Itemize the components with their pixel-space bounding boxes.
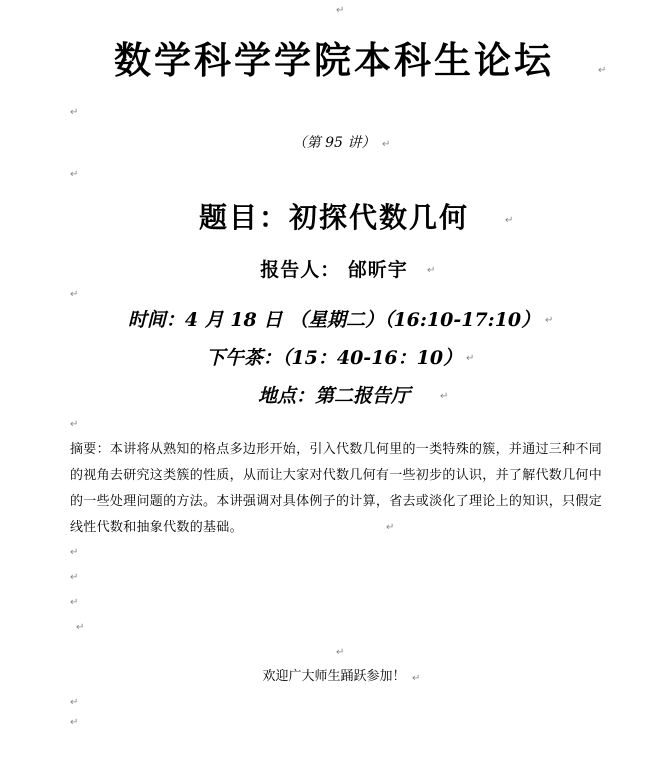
paragraph-mark: ↵ bbox=[466, 353, 475, 364]
paragraph-mark: ↵ bbox=[382, 139, 391, 150]
paragraph-mark: ↵ bbox=[70, 717, 79, 728]
paragraph-mark: ↵ bbox=[70, 697, 79, 708]
paragraph-mark: ↵ bbox=[386, 522, 395, 533]
forum-title: 数学科学学院本科生论坛 bbox=[114, 38, 554, 82]
paragraph-mark: ↵ bbox=[545, 315, 554, 326]
topic-heading: 题目：初探代数几何 bbox=[198, 201, 469, 234]
tea-time-line: 下午茶：（15：40-16：10） bbox=[205, 347, 463, 369]
abstract-paragraph: 摘要：本讲将从熟知的格点多边形开始，引入代数几何里的一类特殊的簇，并通过三种不同的视角去研究这类簇的性质，从而让大家对代数几何有一些初步的认识，并了解代数几何中的一些处理问题的方法。本讲强调对具体例子的计算，省去或淡化了理论上的知识，只假定线性代数和抽象代数的基础。 bbox=[70, 442, 603, 535]
paragraph-mark: ↵ bbox=[70, 597, 79, 608]
paragraph-mark: ↵ bbox=[70, 547, 79, 558]
paragraph-mark: ↵ bbox=[76, 622, 85, 633]
lecture-number: （第 95 讲） bbox=[292, 135, 376, 151]
paragraph-mark: ↵ bbox=[505, 215, 514, 226]
location-line: 地点：第二报告厅 bbox=[257, 385, 410, 407]
paragraph-mark: ↵ bbox=[70, 169, 79, 180]
speaker-line: 报告人： 邰昕宇 bbox=[260, 259, 408, 281]
paragraph-mark: ↵ bbox=[598, 65, 607, 76]
paragraph-mark: ↵ bbox=[412, 673, 421, 684]
paragraph-mark: ↵ bbox=[427, 265, 436, 276]
paragraph-mark: ↵ bbox=[440, 391, 449, 402]
paragraph-mark: ↵ bbox=[336, 5, 345, 16]
paragraph-mark: ↵ bbox=[70, 419, 79, 430]
paragraph-mark: ↵ bbox=[336, 647, 345, 658]
paragraph-mark: ↵ bbox=[70, 289, 79, 300]
time-line: 时间：4 月 18 日 （星期二）（16:10-17:10） bbox=[127, 309, 541, 331]
paragraph-mark: ↵ bbox=[70, 107, 79, 118]
welcome-text: 欢迎广大师生踊跃参加！ bbox=[262, 669, 406, 684]
paragraph-mark: ↵ bbox=[70, 572, 79, 583]
